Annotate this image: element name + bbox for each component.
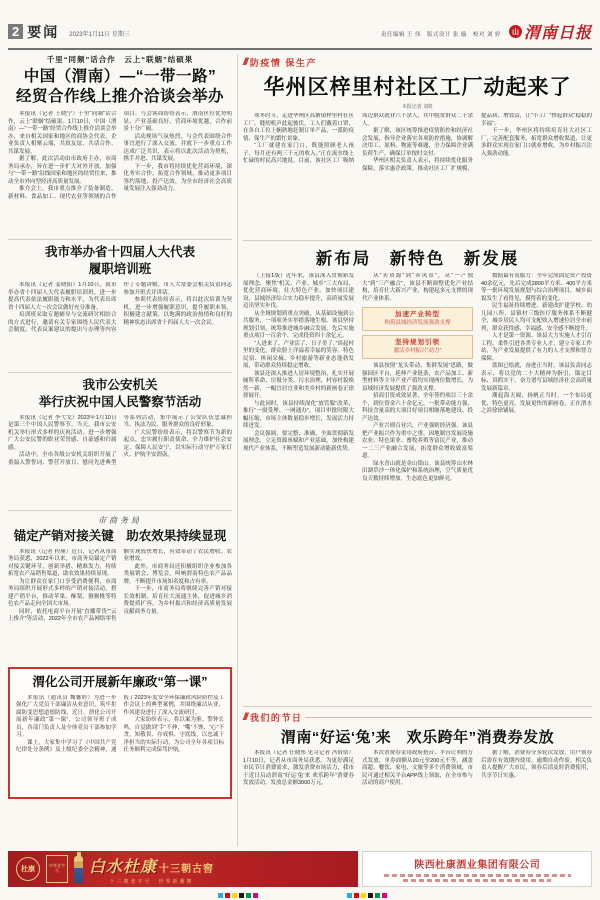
feature-column-1: （上接1版）近年来，该县深入贯彻新发展理念，聚焦“机关、产业、城乡”三大布局，优化营商环境，壮大特色产业，加快项目建设，县域经济综合实力稳步提升，高质量发展迈出坚实步伐。 从全域规划到重点突破，从基础设施到公共服务，一项项务实举措落地生根。该县坚持规划引领，统筹推进城乡融合发展，先后实施重点项目一百余个，完成投资四十余亿元。 “人进来了、产业活了、日子美了。”谈起村里的变化，群众脸上洋溢着幸福的笑容。特色民宿、休闲采摘、乡村旅游等新业态蓬勃发展，带动群众持续稳定增收。 该县还深入推进人居环境整治，扎实开展厕所革命、垃圾分类、污水治理，村容村貌焕然一新，一幅宜居宜业和美乡村的新画卷正徐徐展开。 与此同时，该县持续深化“放管服”改革，推行“一窗受理、一网通办”，项目审批时限大幅压缩，市场主体数量稳步增长，发展活力持续迸发。 会议强调，要完整、准确、全面贯彻新发展理念，立足资源禀赋和产业基础，加快构建现代产业体系，不断塑造发展新动能新优势。 [243,273,354,452]
left-column [8,54,232,846]
publication-date: 2023年1月11日 星期三 [69,32,130,38]
article-tag [243,56,592,69]
article-body: 本报讯（记者 李弋戈）2023年1月10日是第三个中国人民警察节。当天，我市公安机关举行形式多样的庆祝活动，进一步增强广大公安民警的职业荣誉感、自豪感和归属感。 活动中，全市各级公安机关组织开展了重温入警誓词、警营开放日、慰问先进典型等系列活动，集中展示了公安队伍忠诚担当、执法为民、服务群众的良好形象。 广大民警纷纷表示，将以警察节为新的起点，忠实履行职责使命，全力维护社会安定、保障人民安宁，以实际行动守护万家灯火、护航平安渭南。 [8,414,232,466]
highlight-box-2 [362,335,473,359]
headline-line-1: 我市举办省十四届人大代表 [44,245,195,260]
masthead [509,20,592,43]
ad-brand-name: 白水杜康 [89,858,158,876]
highlight-box-title: 坚持规划引领 [395,339,440,346]
headline-line-2: 举行庆祝中国人民警察节活动 [38,394,202,409]
tag-label: 我们的节日 [249,713,303,723]
article-headline: 渭南“好运‘兔’来 欢乐跨年”消费券发放 [280,729,555,746]
bottle-icon [74,856,83,883]
dukang-logo-icon: 杜康 [16,857,40,881]
section-divider [8,510,232,511]
section-divider [8,239,232,240]
article-headline [8,244,232,278]
main-content [8,54,592,846]
advertisement-row [8,851,592,887]
feature-column-2 [362,273,473,701]
ad-dukang-company [362,851,592,887]
article-community-factory [243,56,592,235]
article-body: 本报讯（记者 程瑾）近日，记者从市商务局获悉，2022年以来，市商务局锚定产销对接关键环节，创新举措、精准发力，持续拓宽农产品销售渠道，助农效果持续显现。 为让群众在家门口享受消费便利，市商务局组织开展形式多样的产销对接活动，搭建产销平台，推动苹果、酥梨、猕猴桃等特色农产品走向全国大市场。 同时，依托电商平台开展“直播带货”“云上推介”等活动，2022年全市农产品网络零售额实现较快增长，有效带动了农民增收、农业增效。 此外，市商务局还积极组织企业参加各类展销会、博览会，叫响渭南特色农产品品牌，不断提升市场知名度和占有率。 下一步，市商务局将继续完善产销对接长效机制，培育壮大流通主体，促进城乡消费提质扩容，为乡村振兴和经济高质量发展贡献商务力量。 [8,548,232,623]
ad-brand-sub: 十三朝古窖 [159,863,215,875]
article-headline: 渭化公司开展新年廉政“第一课” [32,674,208,689]
page-header [8,20,592,50]
masthead-title: 渭南日报 [523,25,592,42]
article-new-layout-feature [243,245,592,701]
ad-tagline: 十三朝老字号 世界新潮牌 [109,878,194,885]
ad-company-name: 陕西杜康酒业集团有限公司 [414,860,541,871]
ad-baishui-dukang [8,851,358,887]
laozihao-seal-icon: 中华老字号 [46,855,68,883]
highlight-box-subtitle: 激活乡村振兴“动力” [393,347,442,354]
article-body: 本报讯（记者 任晓彤 见习记者 冯倩倩）1月10日，记者从市商务局获悉，为更好满足市民节日消费需求，激发消费市场活力，我市于近日启动渭南“好运‘兔’来 欢乐跨年”消费券发放活动，发放总金额3000万元。 本次消费券采用政府搭台、平台让利的方式发放，单券面额从20元至200元不等，涵盖商超、餐饮、家电、文旅等多个消费领域，市民可通过相关平台APP线上领取，在全市参与活动的商户使用。 据了解，消费券分多轮次发放，用户领券后需在有效期内使用，逾期自动作废。相关负责人提醒广大市民，领券后请及时消费使用，共享节日实惠。 [243,750,592,786]
article-body: 寒冬时节，走进华州区高塘镇梓里村社区工厂，缝纫机声此起彼伏，工人们戴着口罩，在各自工位上娴熟地赶制订单产品，一派防疫情、保生产的繁忙景象。 “工厂就建在家门口，既能照顾老人孩子，每月还有两三千元的收入。”正在流水线上忙碌的村民高兴地说。目前，该社区工厂吸纳周边群众就业六十余人，其中脱贫群众二十余人。 据了解，该区统筹推进疫情防控和经济社会发展，指导企业落实各项防控措施，协调解决用工、原料、物流等难题，全力保障企业满负荷生产，确保订单按时交付。 华州区相关负责人表示，将持续优化服务保障，落实惠企政策，推动社区工厂扩规模、提品质、增效益，让“小工厂”撑起群众“稳稳的幸福”。 下一步，华州区将持续培育壮大社区工厂，完善配套服务，拓宽群众增收渠道，让更多群众实现在家门口就业增收，为乡村振兴注入强劲动能。 [243,113,592,172]
article-headline: 锚定产销对接关键 助农效果持续显现 [13,528,227,543]
article-weihua-boxed [8,667,232,799]
right-column [243,54,592,846]
article-npc-training [8,244,232,367]
slashes-icon: /// [243,711,247,723]
highlight-box-1 [362,307,473,331]
ad-contact-line [403,879,551,882]
article-headline: 新布局 新特色 新发展 [315,250,520,268]
article-commerce-bureau [8,515,232,662]
section-divider [243,240,592,241]
article-headline [8,377,232,411]
article-kicker: 市商务局 [98,515,142,525]
feature-column-2-bottom: 该县按照“龙头带动、集群发展”思路，做强园区平台，延伸产业链条，农产品加工、新型材料等主导产业产值均实现两位数增长，为县域经济发展提供了强劲支撑。 招商引资成效显著，全年签约项目三十余个，到位资金六十余亿元，一批带动能力强、科技含量高的大项目好项目相继落地建设、投产达效。 产业兴则百业兴，产业强则经济强。该县把产业振兴作为重中之重，因地制宜发展设施农业、特色果业、畜牧养殖等富民产业，推动一二三产业融合发展，拓宽群众增收致富渠道。 绿水青山就是金山银山。该县统筹山水林田湖草沙一体化保护和系统治理，空气质量优良天数持续增加，生态底色更加鲜亮。 [362,363,473,482]
article-tag [243,711,592,724]
article-kicker: 千里“同频”话合作 云上“联姻”结硕果 [46,55,194,64]
article-headline: 华州区梓里村社区工厂动起来了 [263,76,572,99]
article-headline [8,67,232,107]
headline-line-2: 履职培训班 [88,262,152,277]
section-divider [8,372,232,373]
slashes-icon: /// [243,56,247,68]
feature-column-2-top: 从“卖资源”到“卖风景”，从“一产独大”到“三产融合”，该县不断调整优化产业结构，培育壮大新兴产业，构建起多元支撑的现代产业体系。 [362,273,473,302]
page-number: 2 [8,24,23,39]
article-belt-road [8,54,232,234]
ad-text-block [89,854,214,885]
masthead-seal-icon: 山 [509,25,522,38]
color-registration-marks [218,893,258,898]
color-registration-marks [347,893,387,898]
article-body: 本报讯（记者 姜晓阳）1月10日，我市举办省十四届人大代表履职培训班，进一步提高代表依法履职能力和水平，为代表出席省十四届人大一次会议做好充分准备。 培训班采取专题辅导与交流研讨相结合的方式进行，邀请有关专家围绕人民代表大会制度、代表议案建议的提出与办理等内容作了专题讲解，市人大常委会相关负责同志参加开班式并讲话。 参训代表纷纷表示，将以此次培训为契机，进一步增强履职意识，提升履职本领，积极建言献策，以饱满的政治热情和良好的精神状态出席省十四届人大一次会议。 [8,282,232,334]
tag-rule [305,717,592,718]
article-byline: 本报记者 刘虹 [401,104,434,110]
section-divider [243,706,592,707]
article-police-day [8,377,232,505]
highlight-box-title: 加速产业转型 [395,311,440,318]
article-body: 本报讯（通讯员 魏馨婷）为进一步强化广大党员干部廉洁从业意识，筑牢拒腐防变思想道德防线，近日，渭化公司开展新年廉政“第一课”，公司领导班子成员、各部门负责人及全体党员干部参加学习。 课上，大家集中学习了《中国共产党纪律处分条例》及上级纪委全会精神，通报了2023年度安全环保廉政风险防控及工作会议上的典型案例，并围绕廉洁从业、作风建设进行了深入交流研讨。 大家纷纷表示，将以案为鉴、警钟长鸣，自觉做到“手”不伸、“嘴”不馋、“心”不贪，知敬畏、存戒惧、守底线，以忠诚干净担当的实际行动，为公司全年各项目标任务顺利完成保驾护航。 [16,694,224,754]
editor-credits: 责任编辑 王 伟 版式设计 张 璇 校对 刘 婷 [380,31,501,38]
ad-contact-line [384,874,571,877]
feature-column-3: 数据最有说服力：全年完成固定资产投资40余亿元，先后完成2800平方米、400平方米等一批环境发展规划与综合治理项目，城乡面貌发生了看得见、摸得着的变化。 民生福祉持续增进。新建改扩建学校、幼儿园八所，县镇村三级医疗服务体系不断健全，城乡居民人均可支配收入增速位居全市前列，群众获得感、幸福感、安全感不断提升。 人才是第一资源。该县大力实施人才引育工程，柔性引进各类专业人才，建立专家工作站，为产业发展提供了有力的人才支撑和智力保障。 蓝图已绘就，奋进正当时。该县负责同志表示，将以党的二十大精神为指引，锚定目标、真抓实干，奋力谱写县域经济社会高质量发展新篇章。 潮起海天阔，扬帆正当时。一个布局更优、特色更亮、发展更快的新画卷，正在渭水之滨徐徐铺展。 [481,273,592,414]
print-marks-row [8,893,592,898]
headline-line-1: 我市公安机关 [82,378,158,393]
headline-line-1: 中国（渭南）—“一带一路” [23,68,217,85]
highlight-box-subtitle: 构筑县域经济发展强劲支撑 [384,319,451,326]
section-name: 要闻 [27,23,60,40]
headline-line-2: 经贸合作线上推介洽谈会举办 [15,88,224,106]
tag-label: 防疫情 保生产 [249,58,317,68]
article-consumption-vouchers [243,711,592,816]
article-body: 本报讯（记者 王晓宁）千里“同频”话合作，云上“联姻”结硕果。1月10日，中国（渭南）—“一带一路”经贸合作线上推介洽谈会举办，来自相关国家和地区的商协会代表、企业负责人相聚云端，共叙友谊、共话合作、共谋发展。 据了解，此次活动由市政府主办，市商务局承办，旨在进一步扩大对外开放，加强与“一带一路”沿线国家和地区的经贸往来，推动全市外向型经济高质量发展。 推介会上，我市重点推介了装备制造、新材料、食品加工、现代农业等领域的合作项目。与会客商纷纷表示，渭南区位优势明显、产业基础良好、营商环境优越，合作前景十分广阔。 活动现场气氛热烈，与会代表围绕合作事宜进行了深入交流，并就下一步重点工作达成广泛共识，表示将以此次活动为契机，携手并进、共谋发展。 下一步，我市将持续优化营商环境，深化务实合作，拓宽合作领域，推动更多项目签约落地、投产达效，为全市经济社会高质量发展注入强劲动力。 [8,111,232,200]
column-divider [237,54,238,846]
article-body [243,273,592,701]
